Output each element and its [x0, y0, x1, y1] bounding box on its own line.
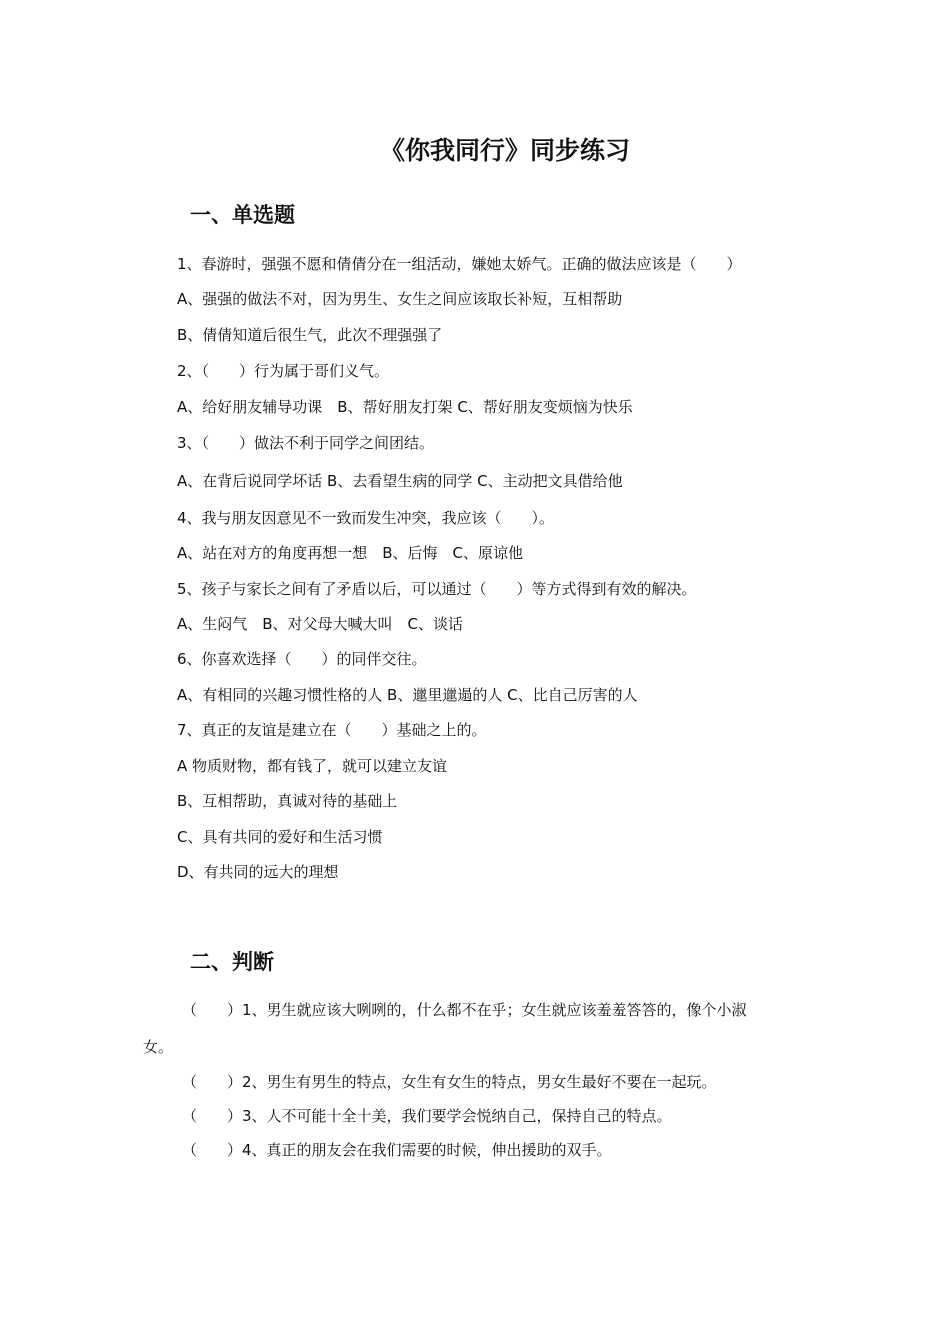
- question-line: A、强强的做法不对，因为男生、女生之间应该取长补短，互相帮助: [177, 290, 623, 308]
- question-line: 2、（ ）行为属于哥们义气。: [177, 362, 390, 380]
- question-line: D、有共同的远大的理想: [177, 863, 339, 881]
- judgement-item-continuation: 女。: [143, 1038, 174, 1056]
- question-line: 4、我与朋友因意见不一致而发生冲突，我应该（ ）。: [177, 509, 555, 527]
- question-line: B、互相帮助，真诚对待的基础上: [177, 792, 398, 810]
- question-line: A、站在对方的角度再想一想 B、后悔 C、原谅他: [177, 544, 524, 562]
- judgement-item: （ ）3、人不可能十全十美，我们要学会悦纳自己，保持自己的特点。: [182, 1107, 672, 1125]
- question-line: A 物质财物，都有钱了，就可以建立友谊: [177, 757, 448, 775]
- question-line: A、有相同的兴趣习惯性格的人 B、邋里邋遢的人 C、比自己厉害的人: [177, 686, 638, 704]
- question-line: A、生闷气 B、对父母大喊大叫 C、谈话: [177, 615, 464, 633]
- question-line: 7、真正的友谊是建立在（ ）基础之上的。: [177, 721, 487, 739]
- question-line: B、倩倩知道后很生气，此次不理强强了: [177, 326, 443, 344]
- judgement-item: （ ）4、真正的朋友会在我们需要的时候，伸出援助的双手。: [182, 1141, 612, 1159]
- document-title: 《你我同行》同步练习: [379, 136, 630, 165]
- judgement-item: （ ）1、男生就应该大咧咧的，什么都不在乎；女生就应该羞羞答答的，像个小淑: [182, 1001, 747, 1019]
- question-line: 5、孩子与家长之间有了矛盾以后，可以通过（ ）等方式得到有效的解决。: [177, 580, 697, 598]
- question-line: A、在背后说同学坏话 B、去看望生病的同学 C、主动把文具借给他: [177, 472, 623, 490]
- section-heading-single-choice: 一、单选题: [190, 203, 295, 227]
- judgement-item: （ ）2、男生有男生的特点，女生有女生的特点，男女生最好不要在一起玩。: [182, 1073, 717, 1091]
- question-line: 1、春游时，强强不愿和倩倩分在一组活动，嫌她太娇气。正确的做法应该是（ ）: [177, 255, 742, 273]
- section-heading-true-false: 二、判断: [190, 950, 274, 974]
- question-line: 6、你喜欢选择（ ）的同伴交往。: [177, 650, 427, 668]
- question-line: A、给好朋友辅导功课 B、帮好朋友打架 C、帮好朋友变烦恼为快乐: [177, 398, 633, 416]
- question-line: C、具有共同的爱好和生活习惯: [177, 828, 383, 846]
- question-line: 3、（ ）做法不利于同学之间团结。: [177, 434, 435, 452]
